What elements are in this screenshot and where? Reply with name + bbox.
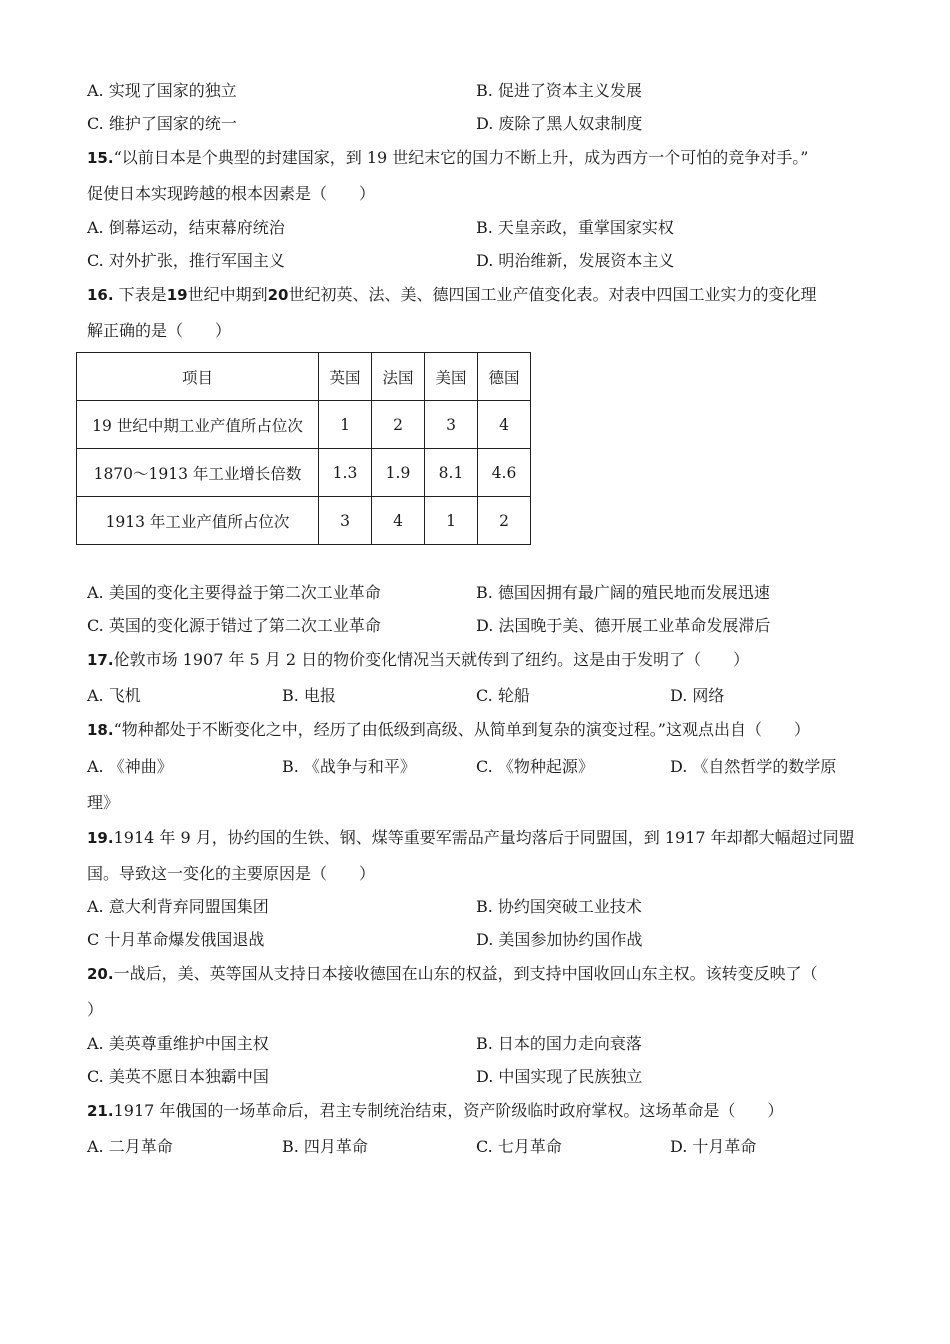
q16-stem-part-c: 世纪初英、法、美、德四国工业产值变化表。对表中四国工业实力的变化理 [288, 285, 817, 304]
table-cell: 2 [478, 497, 531, 545]
table-cell: 1.9 [372, 449, 425, 497]
q19-number: 19. [87, 829, 114, 847]
table-header-cell: 法国 [372, 353, 425, 401]
q17-stem-text: 伦敦市场 1907 年 5 月 2 日的物价变化情况当天就传到了纽约。这是由于发明了（ ） [113, 650, 750, 669]
q15-option-b: B. 天皇亲政，重掌国家实权 [476, 218, 674, 237]
q14-option-c: C. 维护了国家的统一 [87, 114, 237, 133]
q21-number: 21. [87, 1102, 114, 1120]
q18-number: 18. [87, 721, 114, 739]
q15-stem-text: “以前日本是个典型的封建国家，到 19 世纪末它的国力不断上升，成为西方一个可怕的竞争对手。” [113, 148, 809, 167]
table-cell: 4.6 [478, 449, 531, 497]
q15-stem-line2: 促使日本实现跨越的根本因素是（ ） [87, 184, 376, 203]
q16-stem-num2: 20 [267, 286, 289, 304]
table-header-cell: 美国 [425, 353, 478, 401]
q14-option-a: A. 实现了国家的独立 [87, 81, 237, 100]
q14-option-b: B. 促进了资本主义发展 [476, 81, 642, 100]
table-header-cell: 英国 [319, 353, 372, 401]
q17-option-b: B. 电报 [282, 686, 336, 705]
q18-stem-text: “物种都处于不断变化之中，经历了由低级到高级、从简单到复杂的演变过程。”这观点出自（ ） [113, 720, 810, 739]
table-cell: 1.3 [319, 449, 372, 497]
q16-option-c: C. 英国的变化源于错过了第二次工业革命 [87, 616, 381, 635]
table-cell: 8.1 [425, 449, 478, 497]
table-cell: 3 [425, 401, 478, 449]
table-cell: 1870～1913 年工业增长倍数 [77, 449, 319, 497]
q20-option-c: C. 美英不愿日本独霸中国 [87, 1067, 269, 1086]
q17-option-c: C. 轮船 [476, 686, 530, 705]
q19-option-d: D. 美国参加协约国作战 [476, 930, 643, 949]
q19-option-b: B. 协约国突破工业技术 [476, 897, 642, 916]
q17-number: 17. [87, 651, 114, 669]
q20-option-a: A. 美英尊重维护中国主权 [87, 1034, 269, 1053]
table-cell: 4 [372, 497, 425, 545]
q17-stem [87, 650, 749, 670]
table-header-row [77, 353, 531, 401]
q16-industry-table [76, 352, 531, 545]
q15-stem-line1 [87, 148, 808, 168]
q16-stem-num1: 19 [166, 286, 188, 304]
q14-option-d: D. 废除了黑人奴隶制度 [476, 114, 643, 133]
table-cell: 1 [319, 401, 372, 449]
q21-option-d: D. 十月革命 [670, 1137, 757, 1156]
q20-number: 20. [87, 965, 114, 983]
q20-option-b: B. 日本的国力走向衰落 [476, 1034, 642, 1053]
q21-option-c: C. 七月革命 [476, 1137, 562, 1156]
table-row [77, 497, 531, 545]
q18-stem [87, 720, 810, 740]
q16-option-a: A. 美国的变化主要得益于第二次工业革命 [87, 583, 381, 602]
table-cell: 1913 年工业产值所占位次 [77, 497, 319, 545]
q16-stem-line2: 解正确的是（ ） [87, 321, 232, 340]
table-cell: 1 [425, 497, 478, 545]
q21-stem [87, 1101, 783, 1121]
q16-stem-part-b: 世纪中期到 [187, 285, 268, 304]
q20-stem-line2: ） [87, 1000, 104, 1019]
table-cell: 3 [319, 497, 372, 545]
q20-stem-text: 一战后，美、英等国从支持日本接收德国在山东的权益，到支持中国收回山东主权。该转变反映了（ [113, 964, 818, 983]
q15-option-d: D. 明治维新，发展资本主义 [476, 251, 675, 270]
q18-option-d: D. 《自然哲学的数学原 [670, 757, 837, 776]
q18-option-d-continued: 理》 [87, 793, 120, 812]
q19-option-a: A. 意大利背弃同盟国集团 [87, 897, 269, 916]
table-cell: 2 [372, 401, 425, 449]
table-header-cell: 项目 [77, 353, 319, 401]
q17-option-d: D. 网络 [670, 686, 725, 705]
q19-stem-line1 [87, 828, 855, 848]
q15-number: 15. [87, 149, 114, 167]
q20-stem-line1 [87, 964, 818, 984]
table-cell: 19 世纪中期工业产值所占位次 [77, 401, 319, 449]
q15-option-a: A. 倒幕运动，结束幕府统治 [87, 218, 285, 237]
q17-option-a: A. 飞机 [87, 686, 141, 705]
q21-stem-text: 1917 年俄国的一场革命后，君主专制统治结束，资产阶级临时政府掌权。这场革命是（ ） [113, 1101, 784, 1120]
q16-option-b: B. 德国因拥有最广阔的殖民地而发展迅速 [476, 583, 770, 602]
table-row [77, 449, 531, 497]
q19-stem-text: 1914 年 9 月，协约国的生铁、钢、煤等重要军需品产量均落后于同盟国，到 1917 年却都大幅超过同盟 [113, 828, 855, 847]
q15-option-c: C. 对外扩张，推行军国主义 [87, 251, 285, 270]
q18-option-b: B. 《战争与和平》 [282, 757, 416, 776]
q16-option-d: D. 法国晚于美、德开展工业革命发展滞后 [476, 616, 771, 635]
table-cell: 4 [478, 401, 531, 449]
q21-option-a: A. 二月革命 [87, 1137, 173, 1156]
q19-option-c: C 十月革命爆发俄国退战 [87, 930, 265, 949]
q16-number: 16. [87, 286, 114, 304]
q18-option-c: C. 《物种起源》 [476, 757, 594, 776]
q18-option-a: A. 《神曲》 [87, 757, 173, 776]
q20-option-d: D. 中国实现了民族独立 [476, 1067, 643, 1086]
q16-stem-line1 [87, 285, 816, 305]
q21-option-b: B. 四月革命 [282, 1137, 368, 1156]
q16-stem-part-a: 下表是 [118, 285, 167, 304]
table-row [77, 401, 531, 449]
table-header-cell: 德国 [478, 353, 531, 401]
q19-stem-line2: 国。导致这一变化的主要原因是（ ） [87, 864, 376, 883]
